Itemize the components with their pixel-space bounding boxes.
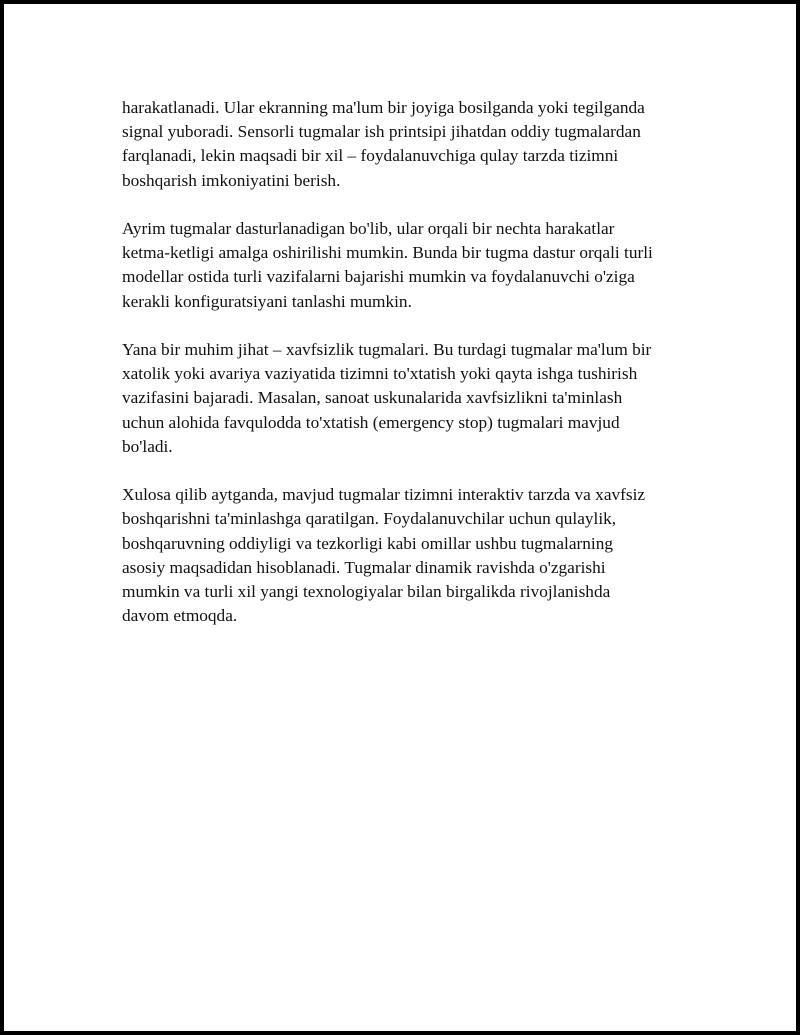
text-line: mumkin va turli xil yangi texnologiyalar bilan birgalikda rivojlanishda <box>122 582 611 602</box>
text-line: uchun alohida favqulodda to'xtatish (emergency stop) tugmalari mavjud <box>122 412 620 432</box>
paragraph-1 <box>122 96 702 193</box>
text-line: farqlanadi, lekin maqsadi bir xil – foydalanuvchiga qulay tarzda tizimni <box>122 146 619 166</box>
document-body <box>122 96 702 653</box>
text-line: xatolik yoki avariya vaziyatida tizimni to'xtatish yoki qayta ishga tushirish <box>122 364 638 384</box>
text-line: boshqarishni ta'minlashga qaratilgan. Foydalanuvchilar uchun qulaylik, <box>122 509 617 529</box>
text-line: boshqarish imkoniyatini berish. <box>122 170 341 190</box>
text-line: modellar ostida turli vazifalarni bajarishi mumkin va foydalanuvchi o'ziga <box>122 267 635 287</box>
text-line: boshqaruvning oddiyligi va tezkorligi kabi omillar ushbu tugmalarning <box>122 533 613 553</box>
text-line: harakatlanadi. Ular ekranning ma'lum bir joyiga bosilganda yoki tegilganda <box>122 98 645 117</box>
text-line: Xulosa qilib aytganda, mavjud tugmalar tizimni interaktiv tarzda va xavfsiz <box>122 485 646 505</box>
text-line: bo'ladi. <box>122 436 173 456</box>
text-line: signal yuboradi. Sensorli tugmalar ish printsipi jihatdan oddiy tugmalardan <box>122 122 641 142</box>
text-line: vazifasini bajaradi. Masalan, sanoat uskunalarida xavfsizlikni ta'minlash <box>122 388 623 408</box>
paragraph-4 <box>122 483 702 628</box>
text-line: asosiy maqsadidan hisoblanadi. Tugmalar dinamik ravishda o'zgarishi <box>122 557 606 577</box>
text-line: Ayrim tugmalar dasturlanadigan bo'lib, ular orqali bir nechta harakatlar <box>122 219 615 238</box>
paragraph-2 <box>122 217 702 314</box>
text-line: davom etmoqda. <box>122 606 238 626</box>
paragraph-3 <box>122 338 702 459</box>
text-line: ketma-ketligi amalga oshirilishi mumkin. Bunda bir tugma dastur orqali turli <box>122 243 653 263</box>
text-line: Yana bir muhim jihat – xavfsizlik tugmalari. Bu turdagi tugmalar ma'lum bir <box>122 340 652 359</box>
text-line: kerakli konfiguratsiyani tanlashi mumkin. <box>122 291 412 311</box>
